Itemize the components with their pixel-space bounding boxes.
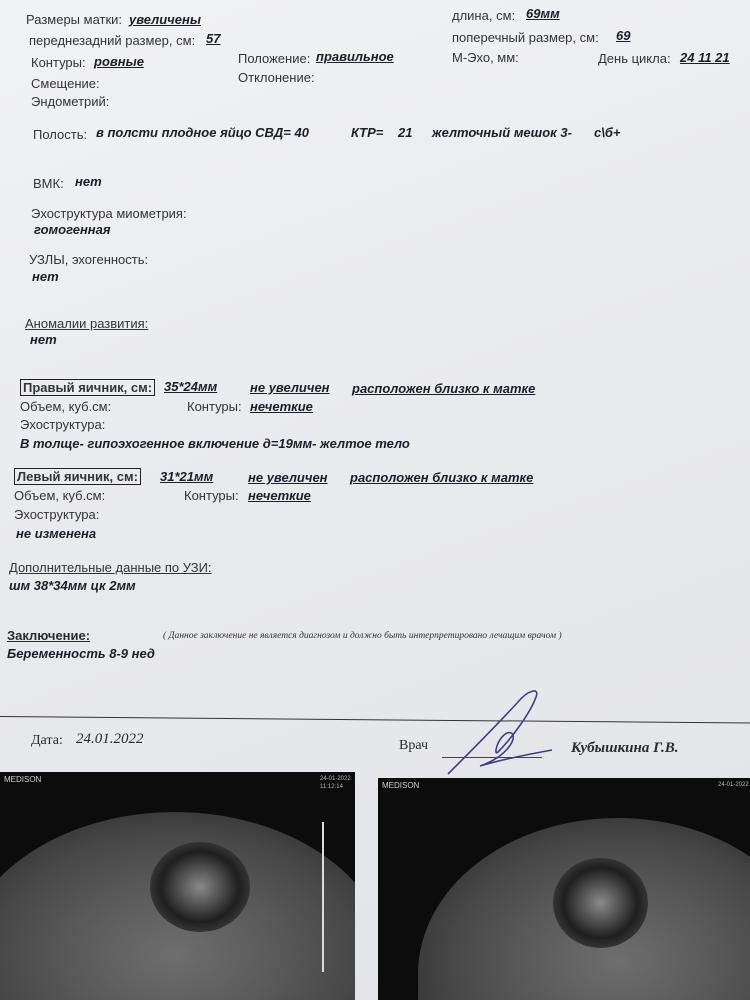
uterus-size-value: увеличены: [129, 12, 201, 27]
left-ovary-echo-value: не изменена: [16, 526, 97, 541]
conclusion-value: Беременность 8-9 нед: [7, 646, 155, 661]
scan-brand: MEDISON: [4, 775, 42, 784]
right-ovary-contour-value: нечеткие: [250, 399, 313, 414]
right-ovary-echo-value: В толще- гипоэхогенное включение д=19мм- желтое тело: [20, 436, 410, 451]
signature-mark: [440, 682, 560, 782]
nodes-value: нет: [32, 269, 59, 284]
right-ovary-echo-label: Эхоструктура:: [20, 417, 106, 432]
left-ovary-contour-label: Контуры:: [184, 488, 239, 503]
uterus-endometrium-label: Эндометрий:: [31, 94, 110, 109]
cavity-value: в полсти плодное яйцо СВД= 40: [96, 125, 309, 140]
scan-date: 24-01-2022: [718, 782, 749, 788]
scan-time: 11:12:14: [320, 784, 343, 790]
left-ovary-label: Левый яичник, см:: [14, 468, 141, 485]
ultrasound-scan-left: [0, 772, 355, 1000]
nodes-label: УЗЛЫ, эхогенность:: [29, 252, 149, 267]
depth-scale: [322, 822, 324, 972]
left-ovary-location: расположен близко к матке: [350, 470, 534, 485]
cavity-label: Полость:: [33, 127, 88, 142]
uterus-transverse-value: 69: [616, 28, 631, 43]
myometrium-label: Эхоструктура миометрия:: [31, 206, 187, 221]
additional-value: шм 38*34мм цк 2мм: [9, 578, 136, 593]
uterus-deviation-label: Отклонение:: [238, 70, 315, 85]
conclusion-label: Заключение:: [7, 628, 91, 643]
date-label: Дата:: [31, 733, 63, 748]
ultrasound-scan-right: [378, 778, 750, 1000]
uterus-contour-value: ровные: [94, 54, 144, 69]
right-ovary-contour-label: Контуры:: [187, 399, 242, 414]
cavity-ktr-label: КТР=: [351, 125, 384, 140]
left-ovary-echo-label: Эхоструктура:: [14, 507, 100, 522]
vmk-label: ВМК:: [33, 176, 64, 191]
right-ovary-volume-label: Объем, куб.см:: [20, 399, 112, 414]
uterus-position-label: Положение:: [238, 51, 311, 66]
left-ovary-enlarged: не увеличен: [248, 470, 328, 485]
right-ovary-size: 35*24мм: [164, 379, 218, 394]
uterus-length-label: длина, см:: [452, 8, 516, 23]
doctor-name: Кубышкина Г.В.: [571, 740, 679, 756]
scan-brand: MEDISON: [382, 781, 420, 790]
uterus-cycle-day-label: День цикла:: [598, 51, 671, 66]
uterus-ap-value: 57: [206, 31, 221, 46]
left-ovary-contour-value: нечеткие: [248, 488, 311, 503]
doctor-label: Врач: [399, 738, 429, 753]
left-ovary-volume-label: Объем, куб.см:: [14, 488, 106, 503]
uterus-position-value: правильное: [316, 49, 394, 64]
cavity-ktr-value: 21: [398, 125, 413, 140]
right-ovary-location: расположен близко к матке: [352, 381, 536, 396]
vmk-value: нет: [75, 174, 102, 189]
additional-label: Дополнительные данные по УЗИ:: [9, 560, 212, 575]
uterus-displacement-label: Смещение:: [31, 76, 100, 91]
conclusion-note: ( Данное заключение не является диагнозом и должно быть интерпретировано лечащим врачом ): [163, 631, 562, 641]
gestational-sac: [553, 858, 648, 948]
uterus-length-value: 69мм: [526, 6, 560, 21]
uterus-cycle-day-value: 24 11 21: [680, 50, 730, 65]
uterus-ap-label: переднезадний размер, см:: [29, 33, 196, 48]
scan-date: 24-01-2022: [320, 776, 351, 782]
cavity-extra: с\б+: [594, 125, 621, 140]
uterus-contour-label: Контуры:: [31, 55, 86, 70]
date-value: 24.01.2022: [76, 731, 144, 747]
uterus-m-echo-label: М-Эхо, мм:: [452, 50, 519, 65]
right-ovary-enlarged: не увеличен: [250, 380, 330, 395]
gestational-sac: [150, 842, 250, 932]
myometrium-value: гомогенная: [34, 222, 111, 237]
uterus-transverse-label: поперечный размер, см:: [452, 30, 599, 45]
footer-divider: [0, 716, 750, 724]
anomalies-value: нет: [30, 332, 57, 347]
left-ovary-size: 31*21мм: [160, 469, 214, 484]
uterus-size-label: Размеры матки:: [26, 12, 123, 27]
cavity-yolk-sac: желточный мешок 3-: [432, 125, 572, 140]
right-ovary-label: Правый яичник, см:: [20, 379, 155, 396]
anomalies-label: Аномалии развития:: [25, 316, 149, 331]
